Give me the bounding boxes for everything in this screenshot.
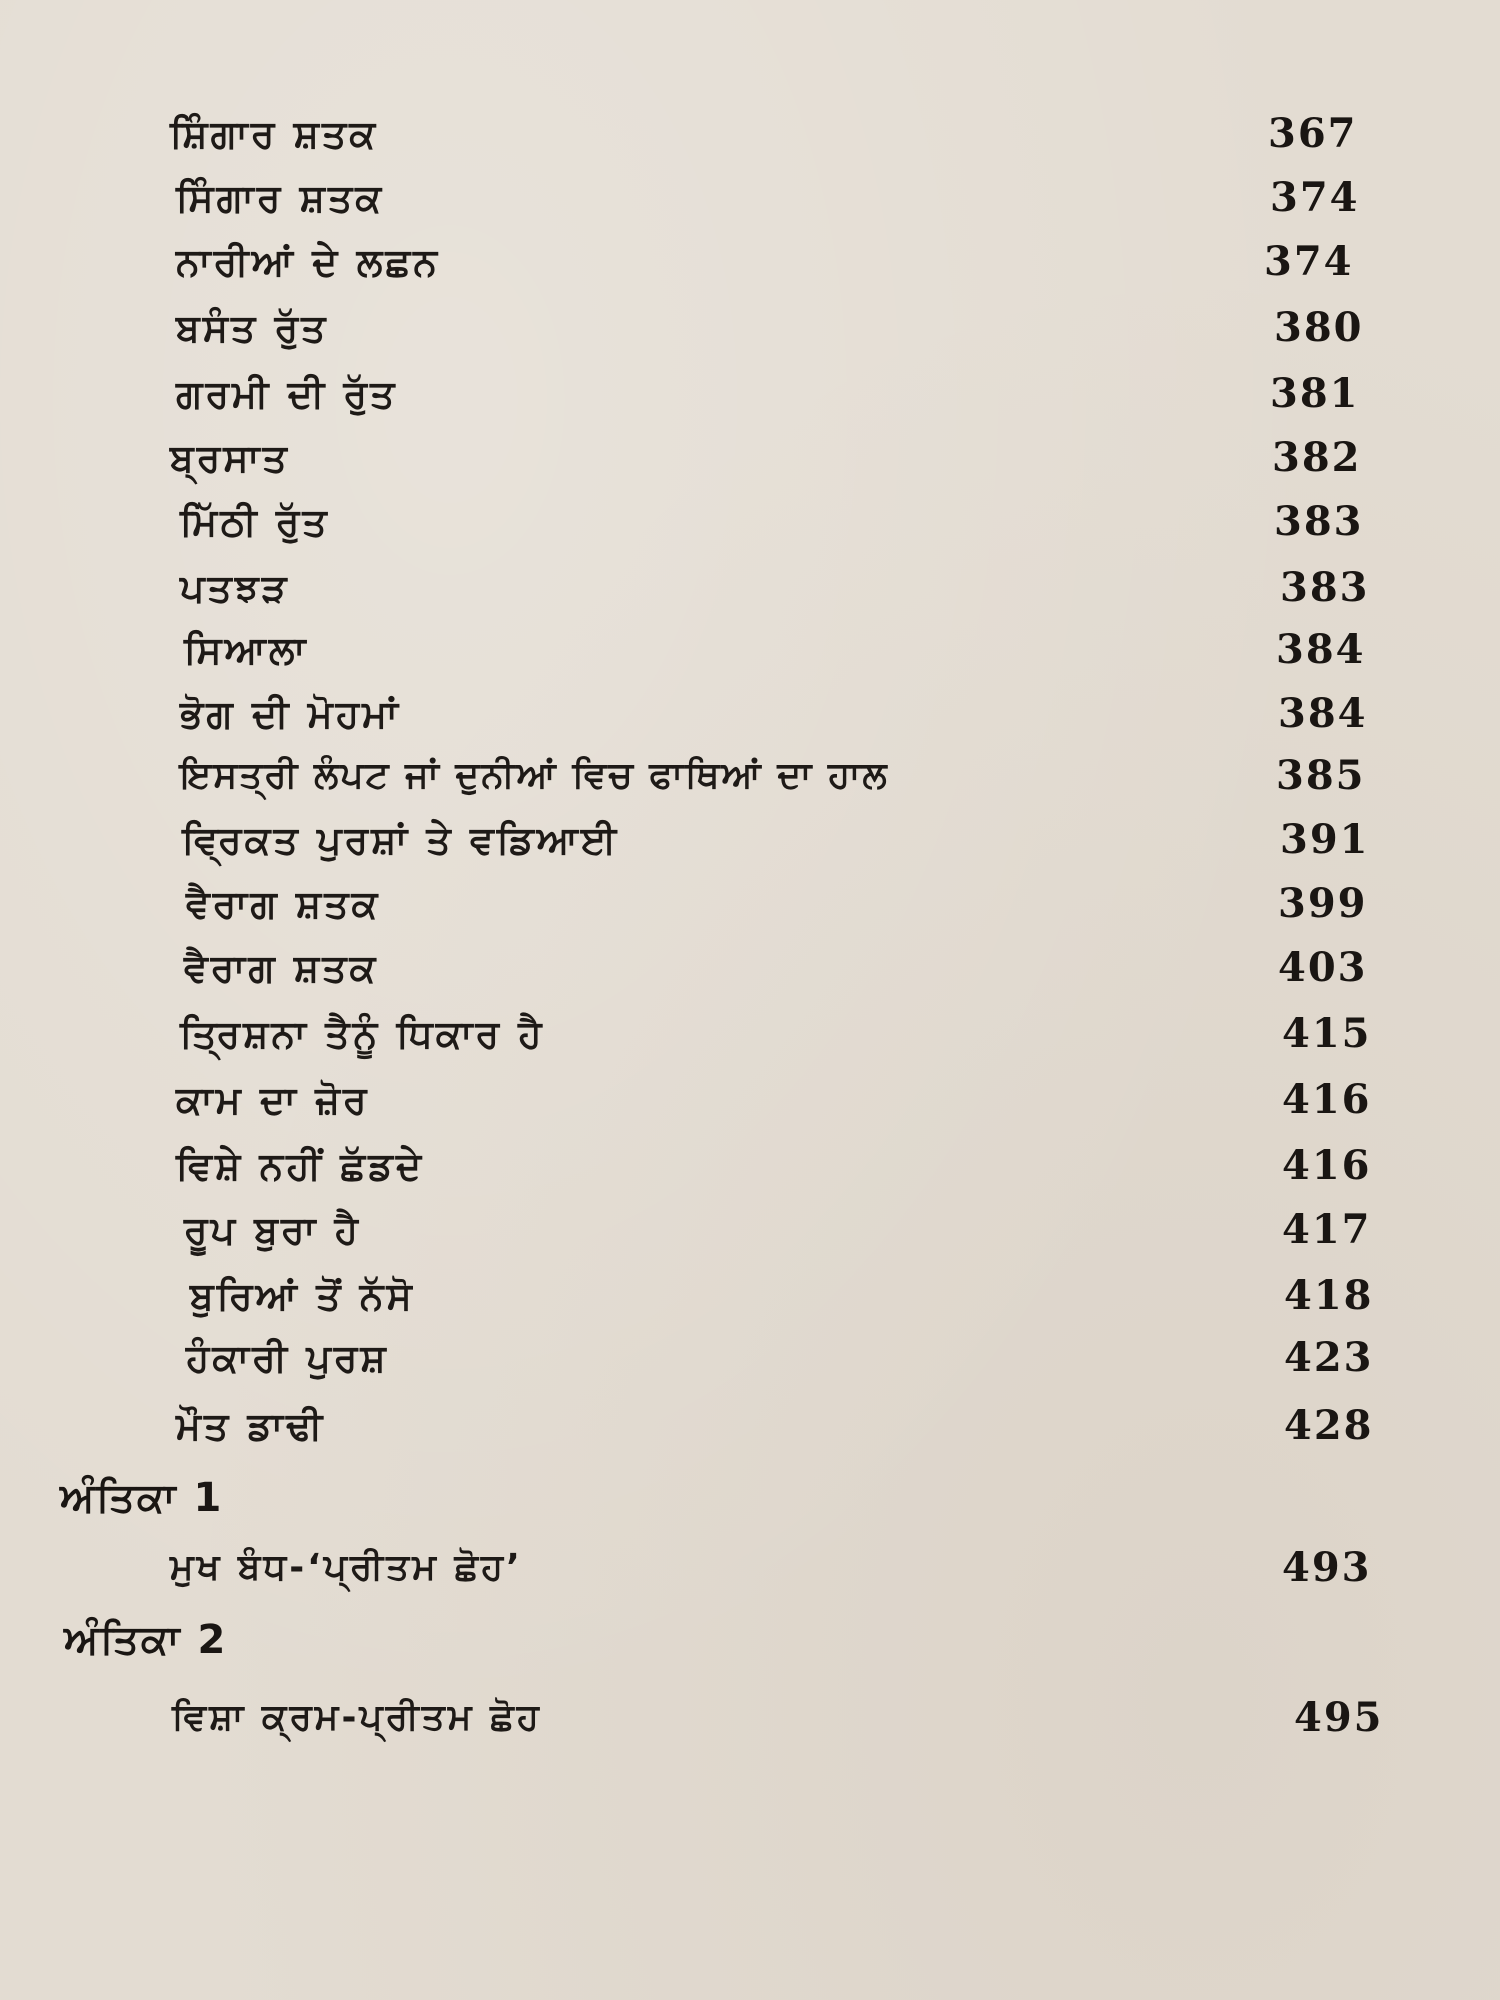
toc-entry-page: 384 xyxy=(1276,626,1366,673)
toc-entry-page: 416 xyxy=(1282,1142,1372,1189)
toc-entry-page: 391 xyxy=(1280,816,1370,863)
toc-entry-title: ਮੁਖ ਬੰਧ-‘ਪ੍ਰੀਤਮ ਛੋਹ’ xyxy=(170,1547,523,1588)
toc-row xyxy=(0,1686,1500,1750)
toc-entry-page: 380 xyxy=(1274,304,1364,351)
toc-entry-title: ਵਿਸ਼ੇ ਨਹੀਂ ਛੱਡਦੇ xyxy=(176,1144,425,1188)
toc-entry-title: ਵਿਸ਼ਾ ਕ੍ਰਮ-ਪ੍ਰੀਤਮ ਛੋਹ xyxy=(172,1697,542,1738)
toc-row xyxy=(0,1536,1500,1600)
toc-row xyxy=(0,556,1500,620)
toc-entry-page: 416 xyxy=(1282,1076,1372,1123)
toc-entry-title: ਸਿਆਲਾ xyxy=(184,628,309,672)
toc-entry-page: 381 xyxy=(1270,370,1360,417)
toc-entry-title: ਬ੍ਰਸਾਤ xyxy=(170,436,290,480)
toc-row xyxy=(0,936,1500,1000)
toc-entry-page: 385 xyxy=(1276,752,1366,799)
toc-row xyxy=(0,426,1500,490)
toc-entry-page: 417 xyxy=(1282,1206,1372,1253)
toc-entry-page: 428 xyxy=(1284,1402,1374,1449)
toc-entry-title: ਤ੍ਰਿਸ਼ਨਾ ਤੈਨੂੰ ਧਿਕਾਰ ਹੈ xyxy=(180,1012,545,1056)
toc-row xyxy=(0,490,1500,554)
toc-entry-page: 423 xyxy=(1284,1334,1374,1381)
toc-entry-title: ਸਿੰਗਾਰ ਸ਼ਤਕ xyxy=(176,176,385,220)
appendix-1-title: ਅੰਤਿਕਾ 1 xyxy=(60,1475,224,1521)
toc-row xyxy=(0,1326,1500,1390)
toc-entry-title: ਇਸਤ੍ਰੀ ਲੰਪਟ ਜਾਂ ਦੁਨੀਆਂ ਵਿਚ ਫਾਥਿਆਂ ਦਾ ਹਾਲ xyxy=(180,755,889,796)
toc-row xyxy=(0,1002,1500,1066)
toc-entry-page: 493 xyxy=(1282,1544,1372,1591)
toc-entry-page: 403 xyxy=(1278,944,1368,991)
toc-row xyxy=(0,362,1500,426)
toc-entry-title: ਵੈਰਾਗ ਸ਼ਤਕ xyxy=(186,882,381,926)
toc-row xyxy=(0,1068,1500,1132)
toc-entry-title: ਕਾਮ ਦਾ ਜ਼ੋਰ xyxy=(176,1078,370,1122)
appendix-2-title: ਅੰਤਿਕਾ 2 xyxy=(64,1617,228,1663)
toc-row xyxy=(0,1134,1500,1198)
toc-row xyxy=(0,1394,1500,1458)
toc-entry-page: 382 xyxy=(1272,434,1362,481)
toc-entry-title: ਬਸੰਤ ਰੁੱਤ xyxy=(176,306,329,350)
toc-entry-title: ਸ਼ਿੰਗਾਰ ਸ਼ਤਕ xyxy=(170,112,379,156)
toc-row xyxy=(0,1264,1500,1328)
toc-entry-title: ਮਿੱਠੀ ਰੁੱਤ xyxy=(180,500,330,544)
toc-entry-page: 415 xyxy=(1282,1010,1372,1057)
toc-row xyxy=(0,166,1500,230)
toc-entry-title: ਵੈਰਾਗ ਸ਼ਤਕ xyxy=(184,946,379,990)
toc-entry-title: ਗਰਮੀ ਦੀ ਰੁੱਤ xyxy=(176,372,398,416)
toc-entry-title: ਵ੍ਰਿਕਤ ਪੁਰਸ਼ਾਂ ਤੇ ਵਡਿਆਈ xyxy=(182,818,620,862)
toc-entry-page: 383 xyxy=(1274,498,1364,545)
toc-entry-page: 399 xyxy=(1278,880,1368,927)
toc-row xyxy=(0,102,1500,166)
toc-entry-page: 374 xyxy=(1270,174,1360,221)
toc-entry-title: ਭੋਗ ਦੀ ਮੋਹਮਾਂ xyxy=(180,692,401,736)
toc-entry-page: 495 xyxy=(1294,1694,1384,1741)
toc-row xyxy=(0,1198,1500,1262)
toc-row xyxy=(0,682,1500,746)
toc-entry-title: ਪਤਝੜ xyxy=(180,566,290,610)
toc-entry-title: ਬੁਰਿਆਂ ਤੋਂ ਨੱਸੋ xyxy=(190,1274,415,1318)
toc-row xyxy=(0,230,1500,294)
appendix-2-heading-row xyxy=(0,1608,1500,1672)
toc-entry-title: ਮੌਤ ਡਾਢੀ xyxy=(176,1404,326,1448)
appendix-1-heading-row xyxy=(0,1466,1500,1530)
toc-entry-page: 384 xyxy=(1278,690,1368,737)
toc-entry-page: 418 xyxy=(1284,1272,1374,1319)
toc-entry-title: ਨਾਰੀਆਂ ਦੇ ਲਛਨ xyxy=(176,240,441,284)
toc-entry-title: ਹੰਕਾਰੀ ਪੁਰਸ਼ xyxy=(186,1336,389,1380)
toc-row xyxy=(0,872,1500,936)
toc-row xyxy=(0,296,1500,360)
toc-entry-page: 367 xyxy=(1268,110,1358,157)
toc-entry-title: ਰੂਪ ਬੁਰਾ ਹੈ xyxy=(184,1208,362,1252)
toc-row xyxy=(0,808,1500,872)
toc-entry-page: 374 xyxy=(1264,238,1354,285)
toc-entry-page: 383 xyxy=(1280,564,1370,611)
toc-row xyxy=(0,744,1500,808)
toc-row xyxy=(0,618,1500,682)
